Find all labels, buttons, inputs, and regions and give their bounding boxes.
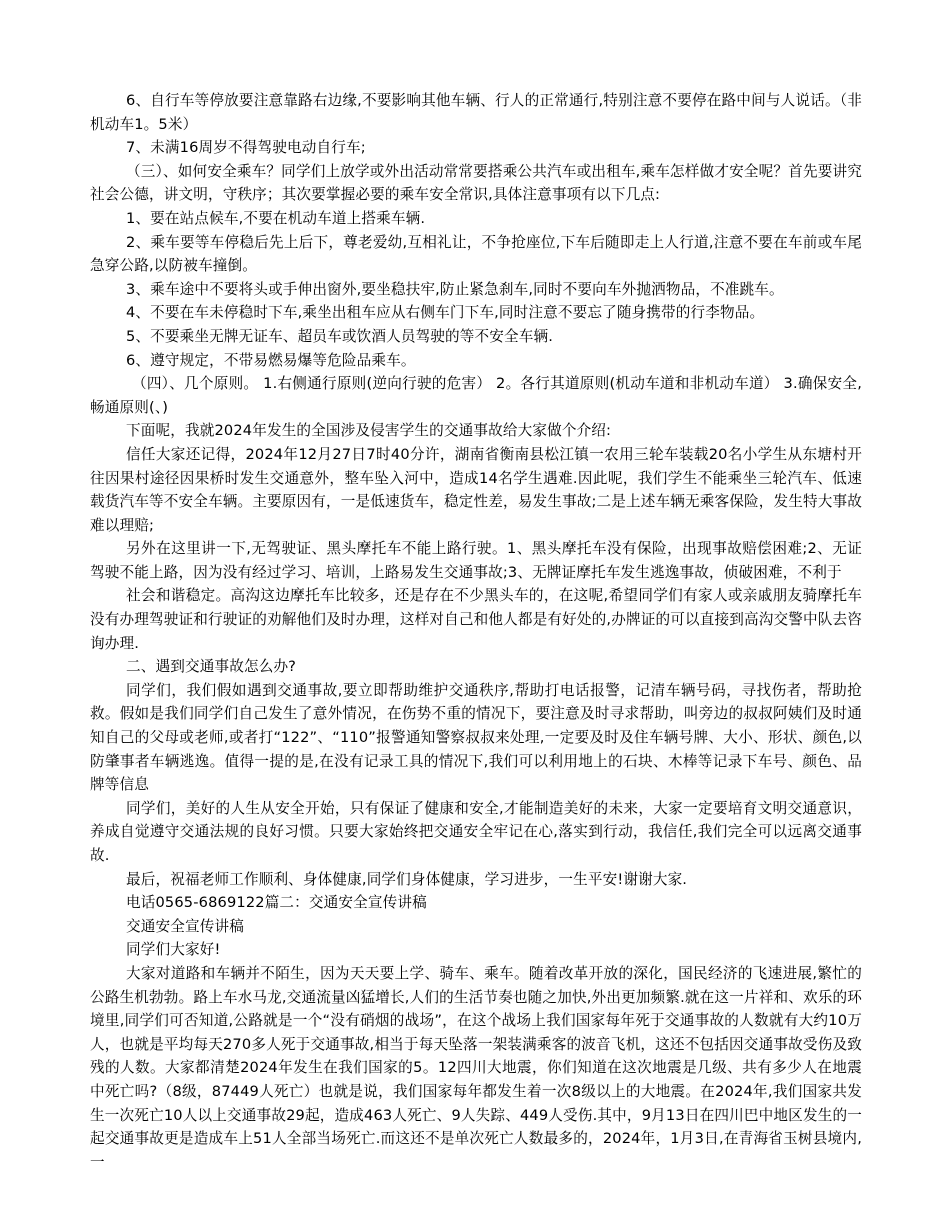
greeting: 同学们大家好! (126, 941, 221, 959)
paragraph: 大家对道路和车辆并不陌生，因为天天要上学、骑车、乘车。随着改革开放的深化，国民经济的飞速进展,繁忙的公路生机勃勃。路上车水马龙,交通流量凶猛增长,人们的生活节奏也随之加快,外出更加频繁.就在这一片祥和、欢乐的环境里,同学们可否知道,公路就是一个“没有硝烟的战场”，在这个战场上我们国家每年死于交通事故的人数就有大约10万人，也就是平均每天270多人死于交通事故,相当于每天坠落一架装满乘客的波音飞机，这还不包括因交通事故受伤及致残的人数。大家都清楚2024年发生在我们国家的5。12四川大地震，你们知道在这次地震是几级、共有多少人在地震中死亡吗?（8级，87449人死亡）也就是说，我们国家每年都发生着一次8级以上的大地震。在2024年,我们国家共发生一次死亡10人以上交通事故29起，造成463人死亡、9人失踪、449人受伤.其中，9月13日在四川巴中地区发生的一起交通事故更是造成车上51人全部当场死亡.而这还不是单次死亡人数最多的，2024年，1月3日,在青海省玉树县境内,一 (90, 964, 862, 1171)
paragraph: 3、乘车途中不要将头或手伸出窗外,要坐稳扶牢,防止紧急刹车,同时不要向车外抛洒物品，不准跳车。 (126, 280, 784, 298)
paragraph: 6、自行车等停放要注意靠路右边缘,不要影响其他车辆、行人的正常通行,特别注意不要停在路中间与人说话。（非机动车1。5米） (90, 92, 862, 133)
paragraph: 信任大家还记得，2024年12月27日7时40分许，湖南省衡南县松江镇一农用三轮车装载20名小学生从东塘村开往因果村途径因果桥时发生交通意外，整车坠入河中，造成14名学生遇难.因此呢，我们学生不能乘坐三轮汽车、低速载货汽车等不安全车辆。主要原因有，一是低速货车，稳定性差，易发生事故;二是上述车辆无乘客保险，发生特大事故难以理赔; (90, 445, 862, 534)
paragraph: 同学们，我们假如遇到交通事故,要立即帮助维护交通秩序,帮助打电话报警，记清车辆号码，寻找伤者，帮助抢救。假如是我们同学们自己发生了意外情况，在伤势不重的情况下，要注意及时寻求帮助，叫旁边的叔叔阿姨们及时通知自己的父母或老师,或者打“122”、“110”报警通知警察叔叔来处理,一定要及时及住车辆号牌、大小、形状、颜色,以防肇事者车辆逃逸。值得一提的是,在没有记录工具的情况下,我们可以利用地上的石块、木棒等记录下车号、颜色、品牌等信息 (90, 681, 862, 794)
paragraph: 1、要在站点候车,不要在机动车道上搭乘车辆. (126, 209, 426, 227)
paragraph: （三）、如何安全乘车？同学们上放学或外出活动常常要搭乘公共汽车或出租车,乘车怎样做才安全呢？首先要讲究社会公德，讲文明，守秩序；其次要掌握必要的乘车安全常识,具体注意事项有以下几点: (90, 162, 862, 204)
document-title: 交通安全宣传讲稿 (126, 917, 244, 935)
paragraph: （四）、几个原则。 1.右侧通行原则(逆向行驶的危害） 2。各行其道原则(机动车道和非机动车道） 3.确保安全,畅通原则(、) (90, 375, 862, 416)
document-body (90, 89, 862, 1174)
paragraph: 下面呢，我就2024年发生的全国涉及侵害学生的交通事故给大家做个介绍: (126, 422, 612, 440)
paragraph: 社会和谐稳定。高沟这边摩托车比较多，还是存在不少黑头车的，在这呢,希望同学们有家人或亲戚朋友骑摩托车没有办理驾驶证和行驶证的劝解他们及时办理，这样对自己和他人都是有好处的,办牌证的可以直接到高沟交警中队去咨询办理. (90, 587, 862, 652)
paragraph: 电话0565-6869122篇二：交通安全宣传讲稿 (126, 894, 427, 912)
paragraph: 7、未满16周岁不得驾驶电动自行车; (126, 139, 366, 157)
paragraph: 最后，祝福老师工作顺利、身体健康,同学们身体健康，学习进步，一生平安!谢谢大家. (126, 870, 688, 888)
paragraph: 同学们，美好的人生从安全开始，只有保证了健康和安全,才能制造美好的未来，大家一定要培育文明交通意识，养成自觉遵守交通法规的良好习惯。只要大家始终把交通安全牢记在心,落实到行动，我信任,我们完全可以远离交通事故. (90, 799, 862, 864)
paragraph: 另外在这里讲一下,无驾驶证、黑头摩托车不能上路行驶。1、黑头摩托车没有保险，出现事故赔偿困难;2、无证驾驶不能上路，因为没有经过学习、培训，上路易发生交通事故;3、无牌证摩托车发生逃逸事故，侦破困难，不利于 (90, 540, 862, 581)
paragraph: 6、遵守规定，不带易燃易爆等危险品乘车。 (126, 351, 416, 369)
section-heading: 二、遇到交通事故怎么办? (126, 658, 297, 676)
paragraph: 5、不要乘坐无牌无证车、超员车或饮酒人员驾驶的等不安全车辆. (126, 327, 554, 345)
paragraph: 2、乘车要等车停稳后先上后下，尊老爱幼,互相礼让，不争抢座位,下车后随即走上人行道,注意不要在车前或车尾急穿公路,以防被车撞倒。 (90, 233, 862, 275)
paragraph: 4、不要在车未停稳时下车,乘坐出租车应从右侧车门下车,同时注意不要忘了随身携带的行李物品。 (126, 304, 765, 322)
